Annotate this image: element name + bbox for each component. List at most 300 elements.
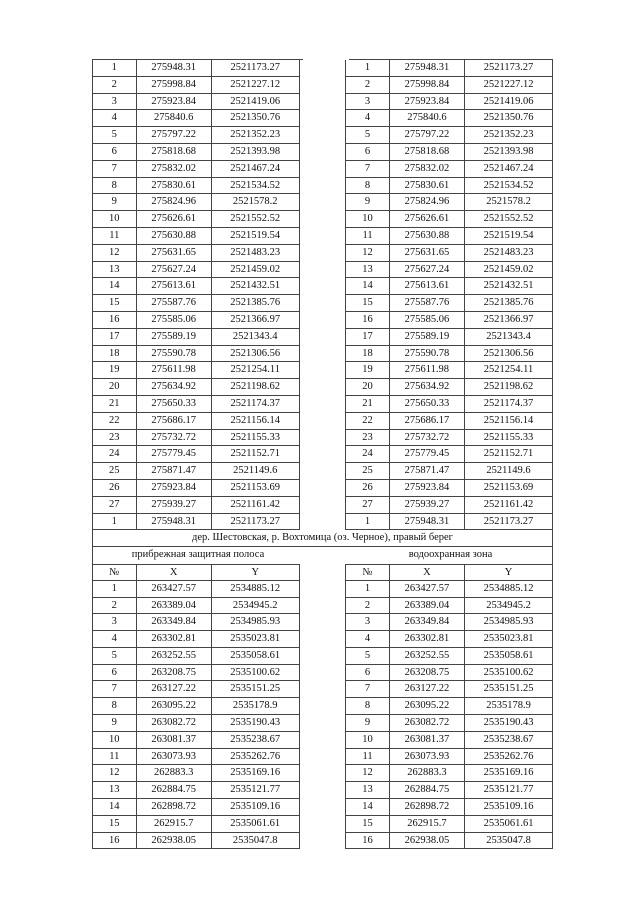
point-number-cell: 18	[92, 346, 137, 363]
y-coordinate-cell: 2535023.81	[212, 631, 300, 648]
y-coordinate-cell: 2535061.61	[212, 816, 300, 833]
y-coordinate-cell: 2534945.2	[212, 598, 300, 615]
y-coordinate-cell: 2521173.27	[212, 514, 300, 531]
x-coordinate-cell: 275923.84	[137, 94, 212, 111]
table-gap	[300, 379, 346, 396]
table-row	[92, 278, 553, 295]
point-number-cell: 17	[345, 329, 390, 346]
y-coordinate-cell: 2521306.56	[465, 346, 553, 363]
x-coordinate-cell: 263302.81	[390, 631, 465, 648]
y-coordinate-cell: 2521432.51	[212, 278, 300, 295]
table-row	[92, 144, 553, 161]
y-coordinate-cell: 2535023.81	[465, 631, 553, 648]
x-coordinate-cell: 275830.61	[390, 178, 465, 195]
table-row	[92, 245, 553, 262]
y-coordinate-cell: 2534885.12	[212, 581, 300, 598]
table-row	[92, 514, 553, 531]
y-coordinate-cell: 2521173.27	[465, 514, 553, 531]
point-number-cell: 4	[345, 110, 390, 127]
point-number-cell: 10	[92, 732, 137, 749]
x-coordinate-cell: 275590.78	[390, 346, 465, 363]
y-coordinate-cell: 2521198.62	[465, 379, 553, 396]
y-coordinate-cell: 2535061.61	[465, 816, 553, 833]
y-coordinate-cell: 2521534.52	[465, 178, 553, 195]
table-row	[92, 211, 553, 228]
table-row	[92, 262, 553, 279]
x-coordinate-cell: 275939.27	[390, 497, 465, 514]
table-row	[92, 715, 553, 732]
y-coordinate-cell: 2535178.9	[465, 698, 553, 715]
x-coordinate-cell: 262898.72	[390, 799, 465, 816]
table-row	[92, 765, 553, 782]
point-number-cell: 1	[345, 60, 390, 77]
table-row	[92, 110, 553, 127]
x-coordinate-cell: 275797.22	[390, 127, 465, 144]
number-header: №	[345, 564, 390, 581]
y-coordinate-cell: 2521459.02	[465, 262, 553, 279]
x-coordinate-cell: 275998.84	[390, 77, 465, 94]
table-gap	[300, 194, 346, 211]
table-gap	[300, 665, 346, 682]
table-gap	[300, 799, 346, 816]
x-coordinate-cell: 275840.6	[390, 110, 465, 127]
y-coordinate-cell: 2521173.27	[212, 60, 300, 77]
table-row	[92, 581, 553, 598]
point-number-cell: 22	[345, 413, 390, 430]
point-number-cell: 16	[345, 833, 390, 850]
y-coordinate-cell: 2521393.98	[465, 144, 553, 161]
table-row	[92, 329, 553, 346]
x-coordinate-cell: 263073.93	[137, 749, 212, 766]
table-gap	[300, 413, 346, 430]
x-coordinate-cell: 263389.04	[390, 598, 465, 615]
point-number-cell: 11	[92, 228, 137, 245]
y-coordinate-cell: 2521173.27	[465, 60, 553, 77]
y-coordinate-cell: 2535238.67	[465, 732, 553, 749]
point-number-cell: 21	[345, 396, 390, 413]
point-number-cell: 1	[92, 60, 137, 77]
x-coordinate-cell: 275630.88	[390, 228, 465, 245]
table-gap	[300, 262, 346, 279]
y-coordinate-cell: 2521152.71	[212, 446, 300, 463]
y-coordinate-cell: 2521552.52	[465, 211, 553, 228]
x-coordinate-cell: 263208.75	[137, 665, 212, 682]
y-coordinate-cell: 2521385.76	[465, 295, 553, 312]
table-row	[92, 497, 553, 514]
y-coordinate-cell: 2521385.76	[212, 295, 300, 312]
table-gap	[300, 598, 346, 615]
point-number-cell: 7	[345, 161, 390, 178]
right-table-subtitle: водоохранная зона	[349, 547, 553, 564]
y-coordinate-cell: 2521343.4	[212, 329, 300, 346]
x-coordinate-cell: 275631.65	[390, 245, 465, 262]
x-coordinate-cell: 263208.75	[390, 665, 465, 682]
point-number-cell: 4	[92, 631, 137, 648]
y-coordinate-cell: 2521419.06	[465, 94, 553, 111]
y-coordinate-cell: 2521350.76	[465, 110, 553, 127]
table-gap	[300, 60, 346, 77]
point-number-cell: 1	[345, 514, 390, 531]
x-coordinate-cell: 275650.33	[137, 396, 212, 413]
x-coordinate-cell: 275779.45	[137, 446, 212, 463]
x-coordinate-cell: 275589.19	[390, 329, 465, 346]
table-row	[92, 312, 553, 329]
table-gap	[300, 614, 346, 631]
y-coordinate-cell: 2535121.77	[212, 782, 300, 799]
y-coordinate-cell: 2534985.93	[212, 614, 300, 631]
x-coordinate-cell: 275948.31	[390, 514, 465, 531]
point-number-cell: 2	[345, 598, 390, 615]
point-number-cell: 8	[345, 178, 390, 195]
y-coordinate-cell: 2535121.77	[465, 782, 553, 799]
point-number-cell: 12	[345, 765, 390, 782]
x-coordinate-cell: 275627.24	[390, 262, 465, 279]
x-coordinate-cell: 275650.33	[390, 396, 465, 413]
table-gap	[300, 681, 346, 698]
y-coordinate-cell: 2521227.12	[212, 77, 300, 94]
y-coordinate-cell: 2535238.67	[212, 732, 300, 749]
point-number-cell: 3	[345, 614, 390, 631]
table-row	[92, 631, 553, 648]
point-number-cell: 8	[92, 698, 137, 715]
table-row	[92, 681, 553, 698]
table-row	[92, 228, 553, 245]
x-coordinate-cell: 262898.72	[137, 799, 212, 816]
y-coordinate-cell: 2521227.12	[465, 77, 553, 94]
table-gap	[300, 329, 346, 346]
y-coordinate-cell: 2535100.62	[212, 665, 300, 682]
y-coordinate-cell: 2521149.6	[465, 463, 553, 480]
point-number-cell: 11	[345, 228, 390, 245]
left-table-subtitle: прибрежная защитная полоса	[92, 547, 303, 564]
table-gap	[300, 245, 346, 262]
point-number-cell: 19	[345, 362, 390, 379]
y-coordinate-cell: 2521174.37	[465, 396, 553, 413]
y-coordinate-cell: 2535109.16	[212, 799, 300, 816]
x-coordinate-cell: 263427.57	[390, 581, 465, 598]
y-header: Y	[212, 564, 300, 581]
point-number-cell: 4	[345, 631, 390, 648]
section-title: дер. Шестовская, р. Вохтомица (оз. Черное), правый берег	[92, 530, 553, 547]
point-number-cell: 14	[345, 799, 390, 816]
point-number-cell: 13	[345, 782, 390, 799]
point-number-cell: 27	[345, 497, 390, 514]
x-coordinate-cell: 275589.19	[137, 329, 212, 346]
point-number-cell: 20	[92, 379, 137, 396]
table-gap	[300, 765, 346, 782]
table-row	[92, 396, 553, 413]
y-coordinate-cell: 2534945.2	[465, 598, 553, 615]
x-coordinate-cell: 275871.47	[137, 463, 212, 480]
table-row	[92, 614, 553, 631]
point-number-cell: 10	[345, 732, 390, 749]
y-coordinate-cell: 2535169.16	[212, 765, 300, 782]
y-coordinate-cell: 2521534.52	[212, 178, 300, 195]
table-gap	[300, 463, 346, 480]
point-number-cell: 12	[92, 245, 137, 262]
table-gap	[300, 110, 346, 127]
x-coordinate-cell: 262938.05	[390, 833, 465, 850]
x-coordinate-cell: 275948.31	[137, 514, 212, 531]
x-coordinate-cell: 263427.57	[137, 581, 212, 598]
y-coordinate-cell: 2521174.37	[212, 396, 300, 413]
y-coordinate-cell: 2521467.24	[212, 161, 300, 178]
table-row	[92, 194, 553, 211]
point-number-cell: 1	[92, 581, 137, 598]
x-coordinate-cell: 275818.68	[137, 144, 212, 161]
x-coordinate-cell: 275998.84	[137, 77, 212, 94]
table-gap	[300, 178, 346, 195]
table-row	[92, 732, 553, 749]
table-row	[92, 749, 553, 766]
y-coordinate-cell: 2521343.4	[465, 329, 553, 346]
table-row	[92, 480, 553, 497]
x-coordinate-cell: 262915.7	[390, 816, 465, 833]
y-coordinate-cell: 2521161.42	[212, 497, 300, 514]
y-coordinate-cell: 2535151.25	[465, 681, 553, 698]
table-gap	[300, 312, 346, 329]
section-title-row	[92, 530, 553, 547]
point-number-cell: 11	[345, 749, 390, 766]
x-header: X	[137, 564, 212, 581]
table-gap	[300, 497, 346, 514]
point-number-cell: 12	[345, 245, 390, 262]
x-coordinate-cell: 275634.92	[390, 379, 465, 396]
table-gap	[300, 295, 346, 312]
point-number-cell: 3	[92, 614, 137, 631]
x-coordinate-cell: 263349.84	[390, 614, 465, 631]
x-coordinate-cell: 275797.22	[137, 127, 212, 144]
point-number-cell: 14	[92, 278, 137, 295]
x-coordinate-cell: 263302.81	[137, 631, 212, 648]
point-number-cell: 13	[345, 262, 390, 279]
point-number-cell: 7	[345, 681, 390, 698]
x-coordinate-cell: 263095.22	[390, 698, 465, 715]
table-gap	[300, 211, 346, 228]
y-coordinate-cell: 2521161.42	[465, 497, 553, 514]
x-coordinate-cell: 275732.72	[137, 430, 212, 447]
point-number-cell: 1	[92, 514, 137, 531]
x-coordinate-cell: 275832.02	[390, 161, 465, 178]
table-gap	[300, 631, 346, 648]
y-coordinate-cell: 2521350.76	[212, 110, 300, 127]
x-coordinate-cell: 263095.22	[137, 698, 212, 715]
table-row	[92, 446, 553, 463]
x-coordinate-cell: 263127.22	[390, 681, 465, 698]
y-coordinate-cell: 2535100.62	[465, 665, 553, 682]
table-gap	[300, 228, 346, 245]
y-coordinate-cell: 2521306.56	[212, 346, 300, 363]
x-coordinate-cell: 275732.72	[390, 430, 465, 447]
x-coordinate-cell: 275923.84	[390, 94, 465, 111]
y-coordinate-cell: 2521198.62	[212, 379, 300, 396]
table-row	[92, 799, 553, 816]
table-row	[92, 463, 553, 480]
x-coordinate-cell: 275587.76	[390, 295, 465, 312]
x-coordinate-cell: 275939.27	[137, 497, 212, 514]
point-number-cell: 12	[92, 765, 137, 782]
y-coordinate-cell: 2521153.69	[212, 480, 300, 497]
x-coordinate-cell: 275824.96	[137, 194, 212, 211]
x-coordinate-cell: 275634.92	[137, 379, 212, 396]
table-row	[92, 379, 553, 396]
table-gap	[300, 749, 346, 766]
x-coordinate-cell: 275948.31	[137, 60, 212, 77]
table-gap	[300, 161, 346, 178]
x-coordinate-cell: 275611.98	[390, 362, 465, 379]
header-row	[92, 564, 553, 581]
point-number-cell: 16	[92, 833, 137, 850]
x-coordinate-cell: 275818.68	[390, 144, 465, 161]
y-coordinate-cell: 2521153.69	[465, 480, 553, 497]
point-number-cell: 3	[345, 94, 390, 111]
point-number-cell: 13	[92, 782, 137, 799]
point-number-cell: 6	[92, 144, 137, 161]
x-coordinate-cell: 275613.61	[390, 278, 465, 295]
x-coordinate-cell: 262938.05	[137, 833, 212, 850]
table-gap	[300, 480, 346, 497]
point-number-cell: 9	[345, 194, 390, 211]
point-number-cell: 4	[92, 110, 137, 127]
x-coordinate-cell: 262883.3	[137, 765, 212, 782]
point-number-cell: 8	[92, 178, 137, 195]
point-number-cell: 10	[345, 211, 390, 228]
point-number-cell: 25	[92, 463, 137, 480]
y-coordinate-cell: 2521366.97	[212, 312, 300, 329]
x-coordinate-cell: 275779.45	[390, 446, 465, 463]
point-number-cell: 15	[92, 295, 137, 312]
y-coordinate-cell: 2535058.61	[465, 648, 553, 665]
y-coordinate-cell: 2535178.9	[212, 698, 300, 715]
point-number-cell: 18	[345, 346, 390, 363]
point-number-cell: 11	[92, 749, 137, 766]
point-number-cell: 19	[92, 362, 137, 379]
point-number-cell: 14	[92, 799, 137, 816]
table-gap	[300, 278, 346, 295]
point-number-cell: 15	[345, 295, 390, 312]
point-number-cell: 2	[92, 77, 137, 94]
table-row	[92, 60, 553, 77]
point-number-cell: 20	[345, 379, 390, 396]
table-gap	[300, 127, 346, 144]
y-coordinate-cell: 2521467.24	[465, 161, 553, 178]
x-coordinate-cell: 263252.55	[137, 648, 212, 665]
y-coordinate-cell: 2521352.23	[212, 127, 300, 144]
table-row	[92, 598, 553, 615]
point-number-cell: 9	[92, 715, 137, 732]
point-number-cell: 6	[345, 665, 390, 682]
x-coordinate-cell: 263127.22	[137, 681, 212, 698]
point-number-cell: 5	[345, 127, 390, 144]
point-number-cell: 10	[92, 211, 137, 228]
point-number-cell: 5	[92, 127, 137, 144]
x-coordinate-cell: 275587.76	[137, 295, 212, 312]
point-number-cell: 13	[92, 262, 137, 279]
point-number-cell: 7	[92, 681, 137, 698]
y-coordinate-cell: 2521149.6	[212, 463, 300, 480]
x-coordinate-cell: 275923.84	[390, 480, 465, 497]
x-coordinate-cell: 262884.75	[390, 782, 465, 799]
number-header: №	[92, 564, 137, 581]
point-number-cell: 26	[345, 480, 390, 497]
point-number-cell: 6	[345, 144, 390, 161]
y-coordinate-cell: 2521254.11	[212, 362, 300, 379]
point-number-cell: 25	[345, 463, 390, 480]
y-coordinate-cell: 2521519.54	[212, 228, 300, 245]
x-coordinate-cell: 275840.6	[137, 110, 212, 127]
table-gap	[300, 514, 346, 531]
y-coordinate-cell: 2521578.2	[465, 194, 553, 211]
point-number-cell: 16	[92, 312, 137, 329]
point-number-cell: 23	[92, 430, 137, 447]
point-number-cell: 24	[92, 446, 137, 463]
table-row	[92, 816, 553, 833]
point-number-cell: 24	[345, 446, 390, 463]
y-coordinate-cell: 2535151.25	[212, 681, 300, 698]
y-coordinate-cell: 2521366.97	[465, 312, 553, 329]
table-gap	[300, 94, 346, 111]
table-gap	[300, 581, 346, 598]
point-number-cell: 2	[345, 77, 390, 94]
y-coordinate-cell: 2521483.23	[465, 245, 553, 262]
x-coordinate-cell: 263389.04	[137, 598, 212, 615]
y-coordinate-cell: 2521352.23	[465, 127, 553, 144]
y-coordinate-cell: 2534885.12	[465, 581, 553, 598]
point-number-cell: 26	[92, 480, 137, 497]
x-coordinate-cell: 263252.55	[390, 648, 465, 665]
y-coordinate-cell: 2521578.2	[212, 194, 300, 211]
y-coordinate-cell: 2535190.43	[212, 715, 300, 732]
table-gap	[300, 782, 346, 799]
x-coordinate-cell: 275630.88	[137, 228, 212, 245]
x-coordinate-cell: 275585.06	[390, 312, 465, 329]
y-coordinate-cell: 2521393.98	[212, 144, 300, 161]
point-number-cell: 7	[92, 161, 137, 178]
point-number-cell: 14	[345, 278, 390, 295]
table-row	[92, 698, 553, 715]
y-coordinate-cell: 2535190.43	[465, 715, 553, 732]
x-coordinate-cell: 263082.72	[390, 715, 465, 732]
x-coordinate-cell: 263081.37	[390, 732, 465, 749]
x-coordinate-cell: 263082.72	[137, 715, 212, 732]
table-row	[92, 665, 553, 682]
table-row	[92, 430, 553, 447]
table-row	[92, 178, 553, 195]
table-gap	[300, 833, 346, 850]
table-row	[92, 295, 553, 312]
x-coordinate-cell: 275832.02	[137, 161, 212, 178]
point-number-cell: 22	[92, 413, 137, 430]
point-number-cell: 27	[92, 497, 137, 514]
table-row	[92, 127, 553, 144]
x-coordinate-cell: 263073.93	[390, 749, 465, 766]
point-number-cell: 16	[345, 312, 390, 329]
table-gap	[303, 547, 349, 564]
point-number-cell: 8	[345, 698, 390, 715]
table-gap	[300, 446, 346, 463]
x-coordinate-cell: 262915.7	[137, 816, 212, 833]
x-coordinate-cell: 275585.06	[137, 312, 212, 329]
x-coordinate-cell: 263081.37	[137, 732, 212, 749]
x-coordinate-cell: 275948.31	[390, 60, 465, 77]
y-coordinate-cell: 2521483.23	[212, 245, 300, 262]
x-coordinate-cell: 275686.17	[137, 413, 212, 430]
subtitle-row	[92, 547, 553, 564]
point-number-cell: 21	[92, 396, 137, 413]
table-gap	[300, 732, 346, 749]
coordinates-table	[92, 60, 553, 849]
point-number-cell: 23	[345, 430, 390, 447]
